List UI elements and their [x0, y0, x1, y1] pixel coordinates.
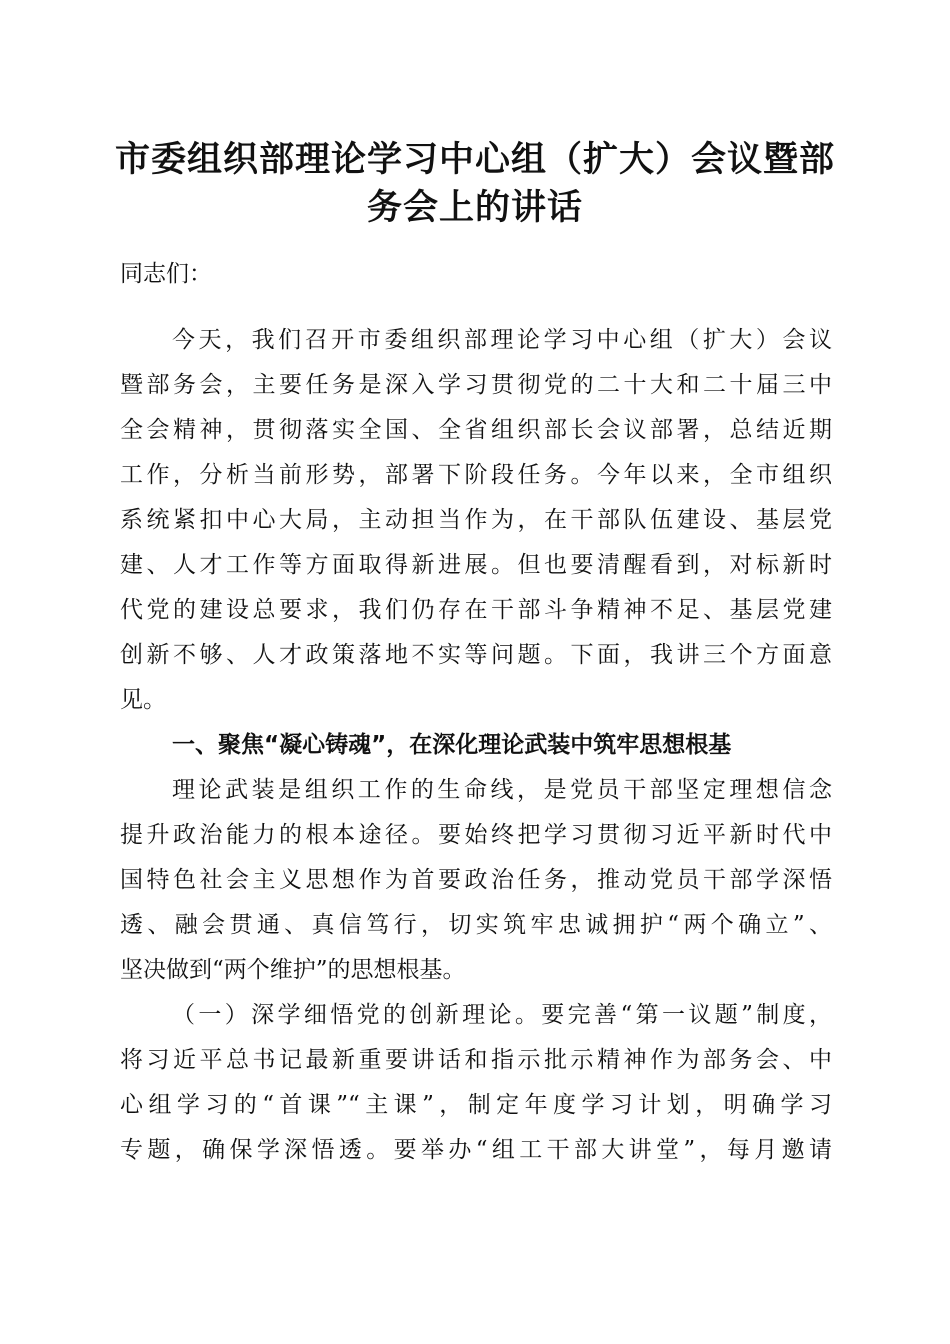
body-line: 专题，确保学深悟透。要举办“组工干部大讲堂”，每月邀请	[120, 1137, 832, 1163]
body-line: 理论武装是组织工作的生命线，是党员干部坚定理想信念	[172, 777, 832, 803]
body-line: 工作，分析当前形势，部署下阶段任务。今年以来，全市组织	[120, 462, 832, 488]
body-line: 透、融会贯通、真信笃行，切实筑牢忠诚拥护“两个确立”、	[120, 912, 832, 938]
document-title-line-2: 务会上的讲话	[366, 187, 583, 228]
body-line: 提升政治能力的根本途径。要始终把学习贯彻习近平新时代中	[120, 822, 832, 848]
document-title-line-1: 市委组织部理论学习中心组（扩大）会议暨部	[114, 139, 835, 180]
subsection-line: （一）深学细悟党的创新理论。要完善“第一议题”制度，	[172, 1002, 832, 1028]
body-line: 将习近平总书记最新重要讲话和指示批示精神作为部务会、中	[120, 1047, 832, 1073]
body-line: 创新不够、人才政策落地不实等问题。下面，我讲三个方面意	[120, 642, 832, 668]
body-line: 暨部务会，主要任务是深入学习贯彻党的二十大和二十届三中	[120, 372, 832, 398]
body-line: 系统紧扣中心大局，主动担当作为，在干部队伍建设、基层党	[120, 507, 832, 533]
body-line: 全会精神，贯彻落实全国、全省组织部长会议部署，总结近期	[120, 417, 832, 443]
body-line: 代党的建设总要求，我们仍存在干部斗争精神不足、基层党建	[120, 597, 832, 623]
body-line: 国特色社会主义思想作为首要政治任务，推动党员干部学深悟	[120, 867, 832, 893]
salutation: 同志们：	[120, 261, 212, 287]
body-line: 今天，我们召开市委组织部理论学习中心组（扩大）会议	[172, 327, 832, 353]
body-line: 建、人才工作等方面取得新进展。但也要清醒看到，对标新时	[120, 552, 832, 578]
body-line: 见。	[120, 687, 166, 713]
body-line: 心组学习的“首课”“主课”，制定年度学习计划，明确学习	[120, 1092, 832, 1118]
section-heading: 一、聚焦“凝心铸魂”，在深化理论武装中筑牢思想根基	[172, 732, 732, 758]
body-line: 坚决做到“两个维护”的思想根基。	[120, 957, 466, 983]
